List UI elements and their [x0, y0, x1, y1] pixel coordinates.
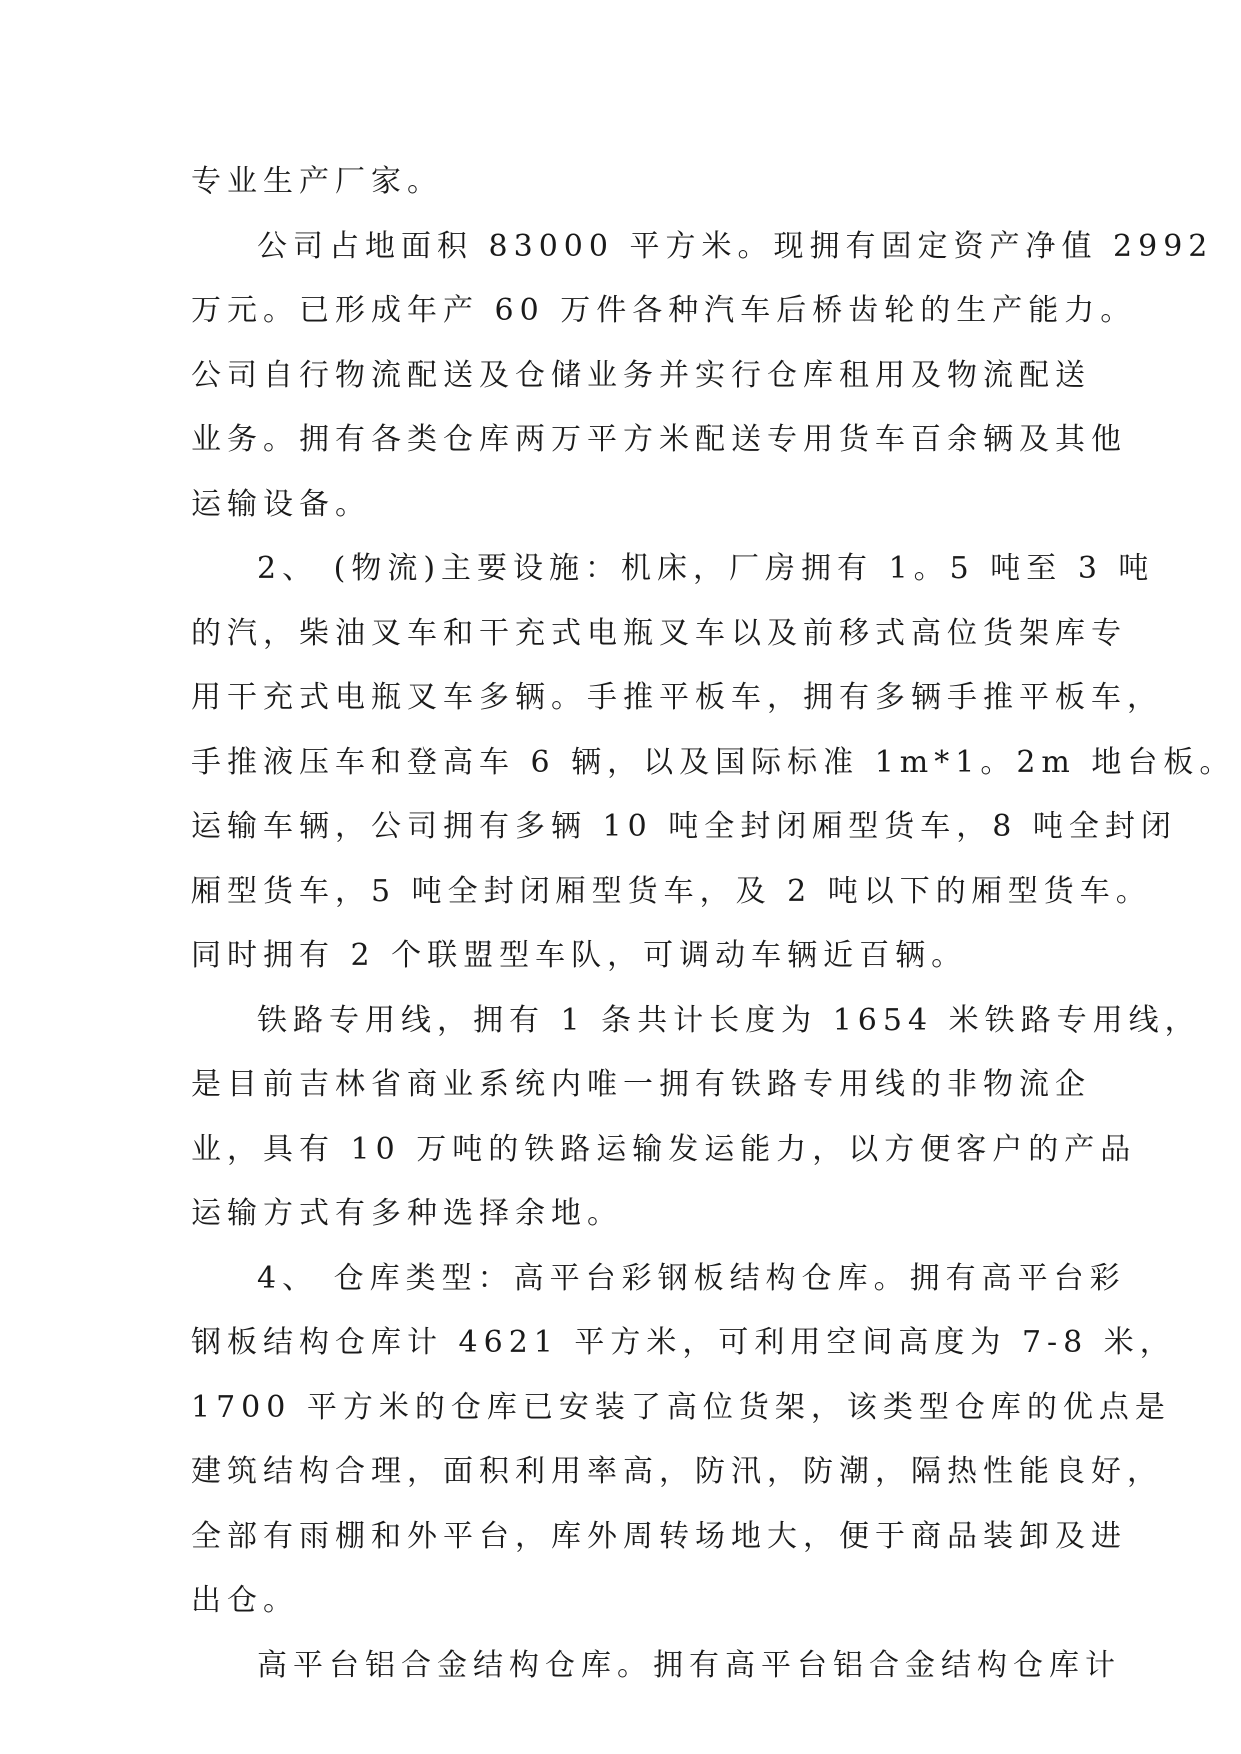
- document-body: [191, 150, 1236, 1698]
- text-line-15: 是目前吉林省商业系统内唯一拥有铁路专用线的非物流企: [191, 1067, 1091, 1102]
- text-line-19: 钢板结构仓库计 4621 平方米，可利用空间高度为 7-8 米，: [191, 1325, 1176, 1360]
- text-line-24: 高平台铝合金结构仓库。拥有高平台铝合金结构仓库计: [257, 1647, 1121, 1683]
- text-line-5: 业务。拥有各类仓库两万平方米配送专用货车百余辆及其他: [191, 422, 1127, 457]
- text-line-22: 全部有雨棚和外平台，库外周转场地大，便于商品装卸及进: [191, 1518, 1127, 1554]
- text-line-20: 1700 平方米的仓库已安装了高位货架，该类型仓库的优点是: [191, 1389, 1171, 1425]
- text-line-9: 用干充式电瓶叉车多辆。手推平板车，拥有多辆手推平板车，: [191, 680, 1163, 715]
- text-line-21: 建筑结构合理，面积利用率高，防汛，防潮，隔热性能良好，: [191, 1454, 1163, 1489]
- text-line-17: 运输方式有多种选择余地。: [191, 1196, 623, 1231]
- text-line-6: 运输设备。: [191, 486, 371, 522]
- text-line-1: 专业生产厂家。: [191, 164, 443, 199]
- text-line-7: 2、 (物流)主要设施：机床，厂房拥有 1。5 吨至 3 吨: [257, 551, 1155, 586]
- text-line-16: 业，具有 10 万吨的铁路运输发运能力，以方便客户的产品: [191, 1131, 1137, 1167]
- text-line-8: 的汽，柴油叉车和干充式电瓶叉车以及前移式高位货架库专: [191, 615, 1127, 651]
- text-line-18: 4、 仓库类型：高平台彩钢板结构仓库。拥有高平台彩: [257, 1260, 1126, 1296]
- text-line-11: 运输车辆，公司拥有多辆 10 吨全封闭厢型货车，8 吨全封闭: [191, 809, 1177, 844]
- text-line-12: 厢型货车，5 吨全封闭厢型货车，及 2 吨以下的厢型货车。: [191, 873, 1152, 909]
- text-line-3: 万元。已形成年产 60 万件各种汽车后桥齿轮的生产能力。: [191, 293, 1137, 328]
- text-line-13: 同时拥有 2 个联盟型车队，可调动车辆近百辆。: [191, 938, 968, 973]
- text-line-2: 公司占地面积 83000 平方米。现拥有固定资产净值 2992: [257, 228, 1214, 264]
- text-line-4: 公司自行物流配送及仓储业务并实行仓库租用及物流配送: [191, 357, 1091, 393]
- text-line-14: 铁路专用线，拥有 1 条共计长度为 1654 米铁路专用线，: [257, 1002, 1201, 1038]
- text-line-10: 手推液压车和登高车 6 辆，以及国际标准 1m*1。2m 地台板。: [191, 744, 1236, 780]
- text-line-23: 出仓。: [191, 1583, 299, 1618]
